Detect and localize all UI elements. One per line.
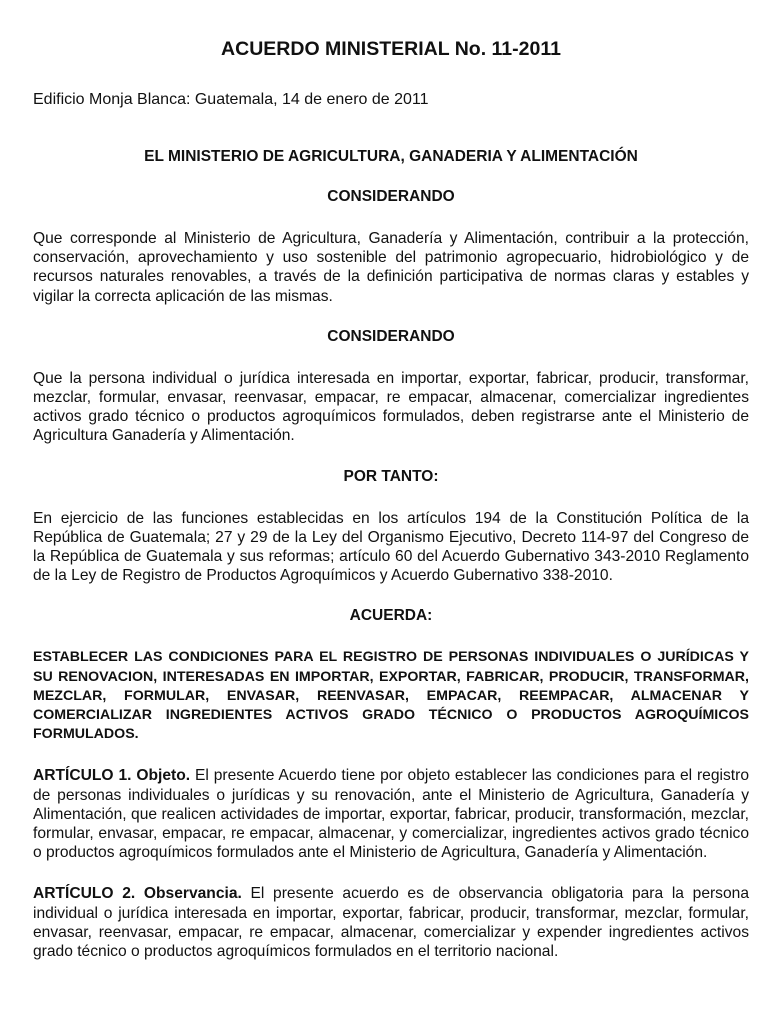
considerando-2-text: Que la persona individual o jurídica interesada en importar, exportar, fabricar, producir, transformar, mezclar, formular, envasar, reenvasar, empacar, re empacar, almacenar, comercializar ingredientes activos grado técnico o productos agroquímicos formulados, deben registrarse ante el Ministerio de Agricultura Ganadería y Alimentación. [33, 369, 749, 445]
article-1 [33, 766, 749, 862]
document-title: ACUERDO MINISTERIAL No. 11-2011 [221, 38, 561, 60]
article-1-text: El presente Acuerdo tiene por objeto establecer las condiciones para el registro de personas individuales o jurídicas y su renovación, ante el Ministerio de Agricultura, Ganadería y Alimentación, que realicen actividades de importar, exportar, fabricar, producir, transformación, mezclar, formular, envasar, empacar, re empacar, almacenar, y comercializar, ingredientes activos grado técnico o productos agroquímicos formulados ante el Ministerio de Agricultura, Ganadería y Alimentación. [33, 767, 749, 862]
considerando-1-text: Que corresponde al Ministerio de Agricultura, Ganadería y Alimentación, contribuir a la protección, conservación, aprovechamiento y uso sostenible del patrimonio agropecuario, hidrobiológico y de recursos naturales renovables, a través de la definición participativa de normas claras y estables y vigilar la correcta aplicación de las mismas. [33, 230, 749, 305]
place-date: Edificio Monja Blanca: Guatemala, 14 de enero de 2011 [33, 91, 429, 108]
acuerda-text: ESTABLECER LAS CONDICIONES PARA EL REGISTRO DE PERSONAS INDIVIDUALES O JURÍDICAS Y SU RENOVACION, INTERESADAS EN IMPORTAR, EXPORTAR, FABRICAR, PRODUCIR, TRANSFORMAR, MEZCLAR, FORMULAR, ENVASAR, REENVASAR, EMPACAR, REEMPACAR, ALMACENAR Y COMERCIALIZAR INGREDIENTES ACTIVOS GRADO TÉCNICO O PRODUCTOS AGROQUÍMICOS FORMULADOS. [33, 649, 749, 743]
article-2 [33, 884, 749, 961]
acuerda-heading: ACUERDA: [349, 607, 433, 625]
considerando-2-heading: CONSIDERANDO [327, 327, 455, 345]
article-2-text: El presente acuerdo es de observancia obligatoria para la persona individual o jurídica interesada en importar, exportar, fabricar, producir, transformar, mezclar, formular, envasar, reenvasar, empacar, re empacar, almacenar, comercializar y expender ingredientes activos grado técnico o productos agroquímicos formulados en el territorio nacional. [33, 885, 749, 961]
considerando-1-heading: CONSIDERANDO [327, 188, 455, 205]
ministry-heading: EL MINISTERIO DE AGRICULTURA, GANADERIA Y ALIMENTACIÓN [144, 148, 638, 165]
article-1-label: ARTÍCULO 1. Objeto. [33, 767, 191, 785]
por-tanto-text: En ejercicio de las funciones establecidas en los artículos 194 de la Constitución Política de la República de Guatemala; 27 y 29 de la Ley del Organismo Ejecutivo, Decreto 114-97 del Congreso de la República de Guatemala y sus reformas; artículo 60 del Acuerdo Gubernativo 343-2010 Reglamento de la Ley de Registro de Productos Agroquímicos y Acuerdo Gubernativo 338-2010. [33, 509, 749, 585]
por-tanto-heading: POR TANTO: [343, 467, 439, 485]
article-2-label: ARTÍCULO 2. Observancia. [33, 885, 242, 903]
